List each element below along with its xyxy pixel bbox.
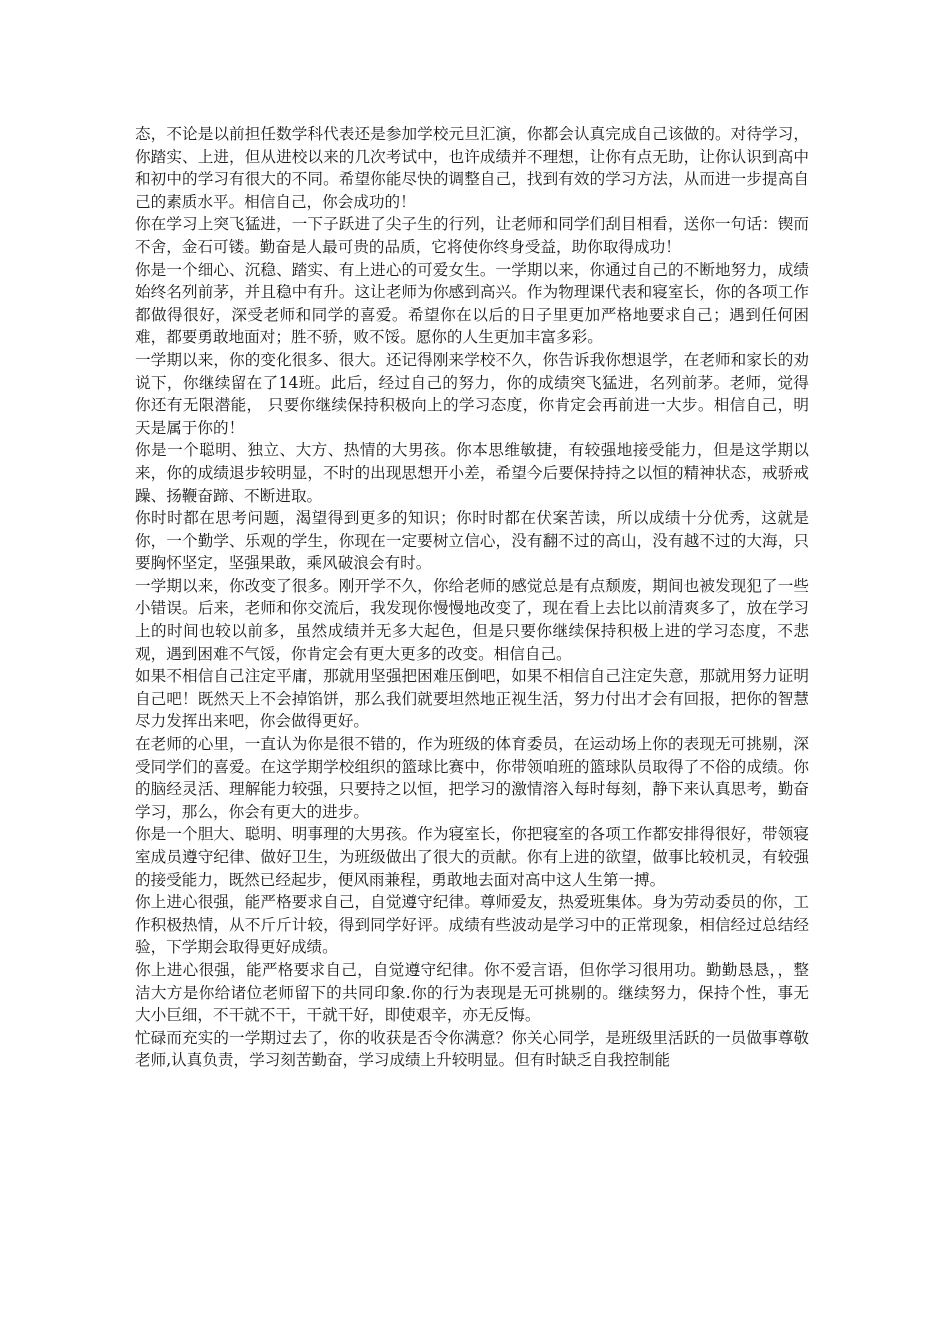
paragraph: 你在学习上突飞猛进，一下子跃进了尖子生的行列，让老师和同学们刮目相看，送你一句话：锲而不舍，金石可镂。勤奋是人最可贵的品质，它将使你终身受益，助你取得成功！ (135, 215, 809, 256)
paragraph: 你时时都在思考问题，渴望得到更多的知识；你时时都在伏案苦读，所以成绩十分优秀，这就是你，一个勤学、乐观的学生，你现在一定要树立信心，没有翻不过的高山，没有越不过的大海，只要胸怀坚定，坚强果敢，乘风破浪会有时。 (135, 509, 809, 573)
paragraph: 一学期以来，你改变了很多。刚开学不久，你给老师的感觉总是有点颓废，期间也被发现犯了一些小错误。后来，老师和你交流后，我发现你慢慢地改变了，现在看上去比以前清爽多了，放在学习上的时间也较以前多，虽然成绩并无多大起色，但是只要你继续保持积极上进的学习态度，不悲观，遇到困难不气馁，你肯定会有更大更多的改变。相信自己。 (135, 576, 809, 663)
paragraph: 忙碌而充实的一学期过去了，你的收获是否令你满意？你关心同学，是班级里活跃的一员做事尊敬老师,认真负责，学习刻苦勤奋，学习成绩上升较明显。但有时缺乏自我控制能 (135, 1028, 809, 1070)
paragraph: 你是一个胆大、聪明、明事理的大男孩。作为寝室长，你把寝室的各项工作都安排得很好，带领寝室成员遵守纪律、做好卫生，为班级做出了很大的贡献。你有上进的欲望，做事比较机灵，有较强的接受能力，既然已经起步，便风雨兼程，勇敢地去面对高中这人生第一搏。 (135, 825, 809, 889)
paragraph: 你上进心很强，能严格要求自己，自觉遵守纪律。你不爱言语，但你学习很用功。勤勤恳恳，，整洁大方是你给诸位老师留下的共同印象.你的行为表现是无可挑剔的。继续努力，保持个性，事无大小巨细，不干就不干，干就干好，即使艰辛，亦无反悔。 (135, 960, 809, 1025)
paragraph: 一学期以来，你的变化很多、很大。还记得刚来学校不久，你告诉我你想退学，在老师和家长的劝说下，你继续留在了14班。此后，经过自己的努力，你的成绩突飞猛进，名列前茅。老师，觉得你还有无限潜能， 只要你继续保持积极向上的学习态度，你肯定会再前进一大步。相信自己，明天是属于你的！ (135, 350, 809, 437)
paragraph: 态，不论是以前担任数学科代表还是参加学校元旦汇演，你都会认真完成自己该做的。对待学习，你踏实、上进，但从进校以来的几次考试中，也许成绩并不理想，让你有点无助，让你认识到高中和初中的学习有很大的不同。希望你能尽快的调整自己，找到有效的学习方法，从而进一步提高自己的素质水平。相信自己，你会成功的！ (135, 125, 809, 211)
paragraph: 在老师的心里，一直认为你是很不错的，作为班级的体育委员，在运动场上你的表现无可挑剔，深受同学们的喜爱。在这学期学校组织的篮球比赛中，你带领咱班的篮球队员取得了不俗的成绩。你的脑经灵活、理解能力较强，只要持之以恒，把学习的激情溶入每时每刻，静下来认真思考，勤奋学习，那么，你会有更大的进步。 (135, 735, 809, 821)
paragraph: 如果不相信自己注定平庸，那就用坚强把困难压倒吧，如果不相信自己注定失意，那就用努力证明自己吧！既然天上不会掉馅饼，那么我们就要坦然地正视生活，努力付出才会有回报，把你的智慧尽力发挥出来吧，你会做得更好。 (135, 667, 809, 731)
document-body (135, 123, 809, 1072)
paragraph: 你是一个聪明、独立、大方、热情的大男孩。你本思维敏捷，有较强地接受能力，但是这学期以来，你的成绩退步较明显，不时的出现思想开小差，希望今后要保持持之以恒的精神状态，戒骄戒躁、扬鞭奋蹄、不断进取。 (135, 441, 809, 505)
paragraph: 你是一个细心、沉稳、踏实、有上进心的可爱女生。一学期以来，你通过自己的不断地努力，成绩始终名列前茅，并且稳中有升。这让老师为你感到高兴。作为物理课代表和寝室长，你的各项工作都做得很好，深受老师和同学的喜爱。希望你在以后的日子里更加严格地要求自己；遇到任何困难，都要勇敢地面对；胜不骄，败不馁。愿你的人生更加丰富多彩。 (135, 260, 809, 347)
paragraph: 你上进心很强，能严格要求自己，自觉遵守纪律。尊师爱友，热爱班集体。身为劳动委员的你，工作积极热情，从不斤斤计较，得到同学好评。成绩有些波动是学习中的正常现象，相信经过总结经验，下学期会取得更好成绩。 (135, 893, 809, 957)
